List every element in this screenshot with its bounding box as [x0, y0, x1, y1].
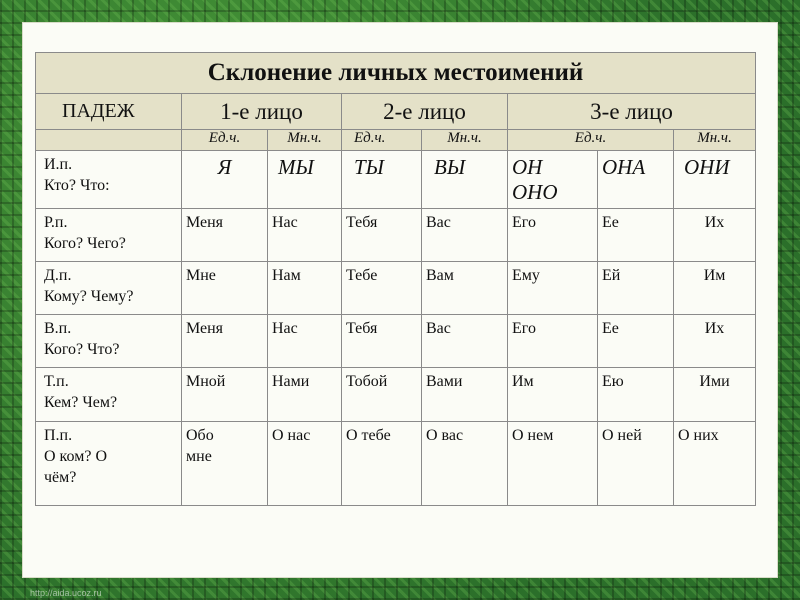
table-row: [36, 368, 756, 422]
first-person-header: 1-е лицо: [182, 94, 342, 130]
pronoun-he: ОН: [512, 155, 543, 179]
pronoun-cell: Нам: [268, 262, 342, 315]
number-header: Мн.ч.: [674, 130, 756, 151]
table-row: [36, 315, 756, 368]
table-title: Склонение личных местоимений: [36, 53, 756, 94]
number-header-blank: [36, 130, 182, 151]
pronoun-cell: Их: [674, 209, 756, 262]
pronoun-cell: [508, 151, 598, 209]
case-cell: [36, 209, 182, 262]
table-row: [36, 422, 756, 506]
pronoun-cell: Тебя: [342, 209, 422, 262]
number-header: Ед.ч.: [508, 130, 674, 151]
pronoun-cell: Тебя: [342, 315, 422, 368]
case-name: В.п.: [44, 320, 72, 337]
watermark: http://aida.ucoz.ru: [30, 588, 102, 598]
number-header: Мн.ч.: [422, 130, 508, 151]
pronoun-cell: Я: [182, 151, 268, 209]
pronoun-cell: ВЫ: [422, 151, 508, 209]
pronoun-cell: О нем: [508, 422, 598, 506]
case-name: П.п.: [44, 427, 73, 444]
pronoun-cell: Меня: [182, 209, 268, 262]
second-person-header: 2-е лицо: [342, 94, 508, 130]
case-header: ПАДЕЖ: [36, 94, 182, 130]
pronoun-cell: Ее: [598, 315, 674, 368]
case-cell: [36, 368, 182, 422]
pronoun-cell: [182, 422, 268, 506]
pronoun-cell: МЫ: [268, 151, 342, 209]
case-question: Кто? Что:: [44, 177, 110, 194]
pronoun-cell: ОНА: [598, 151, 674, 209]
pronoun-cell: Мной: [182, 368, 268, 422]
number-header: Мн.ч.: [268, 130, 342, 151]
pronoun-cell: Нас: [268, 315, 342, 368]
pronoun-cell: Тебе: [342, 262, 422, 315]
pronoun-cell: Ей: [598, 262, 674, 315]
case-cell: [36, 422, 182, 506]
table-row: [36, 262, 756, 315]
pronoun-cell: Меня: [182, 315, 268, 368]
pronoun-cell: Его: [508, 315, 598, 368]
pronoun-cell: Нас: [268, 209, 342, 262]
pronoun-cell: Вас: [422, 315, 508, 368]
case-cell: [36, 151, 182, 209]
pronoun-cell: ТЫ: [342, 151, 422, 209]
third-person-header: 3-е лицо: [508, 94, 756, 130]
table-row: [36, 151, 756, 209]
pronoun-cell: Ее: [598, 209, 674, 262]
pronoun-cell: Тобой: [342, 368, 422, 422]
pronoun-cell: О нас: [268, 422, 342, 506]
pronoun-cell: О них: [674, 422, 756, 506]
pronoun-cell: О тебе: [342, 422, 422, 506]
case-cell: [36, 315, 182, 368]
case-cell: [36, 262, 182, 315]
pronoun-cell: Ими: [674, 368, 756, 422]
pronoun-cell: Им: [674, 262, 756, 315]
pronoun-cell: Их: [674, 315, 756, 368]
case-question: О ком? О: [44, 448, 107, 465]
pronoun-cell: Ею: [598, 368, 674, 422]
pronoun-cell: Вам: [422, 262, 508, 315]
case-question: Кого? Чего?: [44, 235, 126, 252]
pronoun-line: Обо: [186, 427, 214, 444]
pronoun-cell: Ему: [508, 262, 598, 315]
pronoun-cell: Нами: [268, 368, 342, 422]
declension-table: [35, 52, 756, 506]
pronoun-line: мне: [186, 448, 212, 465]
pronoun-cell: Вами: [422, 368, 508, 422]
case-name: Р.п.: [44, 214, 68, 231]
slide: [23, 23, 777, 577]
pronoun-cell: Вас: [422, 209, 508, 262]
pronoun-cell: Его: [508, 209, 598, 262]
table-row: [36, 209, 756, 262]
pronoun-cell: ОНИ: [674, 151, 756, 209]
case-question: Кем? Чем?: [44, 394, 118, 411]
case-question: чём?: [44, 469, 77, 486]
case-name: И.п.: [44, 156, 73, 173]
case-name: Д.п.: [44, 267, 72, 284]
pronoun-cell: Им: [508, 368, 598, 422]
pronoun-cell: О ней: [598, 422, 674, 506]
number-header: Ед.ч.: [342, 130, 422, 151]
pronoun-cell: О вас: [422, 422, 508, 506]
case-question: Кого? Что?: [44, 341, 120, 358]
case-question: Кому? Чему?: [44, 288, 134, 305]
pronoun-it: ОНО: [512, 180, 558, 204]
number-header: Ед.ч.: [182, 130, 268, 151]
case-name: Т.п.: [44, 373, 69, 390]
pronoun-cell: Мне: [182, 262, 268, 315]
